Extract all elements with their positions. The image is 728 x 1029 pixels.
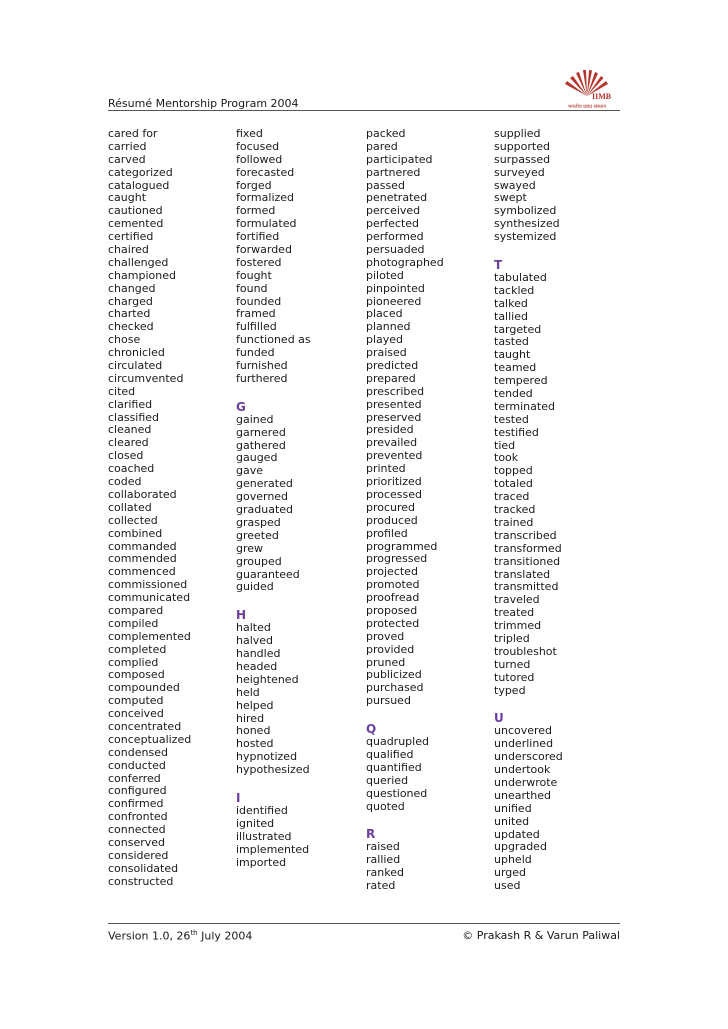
- word-item: prevailed: [366, 436, 418, 450]
- word-item: planned: [366, 320, 411, 334]
- word-item: prioritized: [366, 475, 422, 489]
- word-item: cleared: [108, 436, 149, 450]
- word-item: ignited: [236, 816, 275, 830]
- word-item: underwrote: [494, 775, 558, 789]
- word-item: formulated: [236, 217, 297, 231]
- word-item: processed: [366, 487, 423, 501]
- word-item: undertook: [494, 763, 551, 777]
- word-item: testified: [494, 425, 539, 439]
- word-item: conserved: [108, 835, 166, 849]
- word-item: coded: [108, 475, 142, 489]
- word-item: persuaded: [366, 243, 425, 257]
- word-item: produced: [366, 513, 418, 527]
- word-item: hypothesized: [236, 763, 310, 777]
- word-item: chronicled: [108, 346, 165, 360]
- word-item: charted: [108, 307, 151, 321]
- word-item: collaborated: [108, 487, 177, 501]
- section-gap: [494, 244, 624, 254]
- word-item: prepared: [366, 371, 416, 385]
- word-item: unified: [494, 801, 532, 815]
- word-item: championed: [108, 268, 176, 282]
- word-item: turned: [494, 657, 531, 671]
- word-item: configured: [108, 784, 167, 798]
- word-item: upheld: [494, 853, 532, 867]
- word-item: systemized: [494, 230, 557, 244]
- word-item: praised: [366, 346, 407, 360]
- word-item: pioneered: [366, 294, 422, 308]
- section-gap: [366, 708, 496, 718]
- word-item: quantified: [366, 760, 422, 774]
- word-item: classified: [108, 410, 160, 424]
- footer-divider: [108, 923, 620, 924]
- word-item: traced: [494, 490, 530, 504]
- word-item: tended: [494, 387, 533, 401]
- word-item: urged: [494, 866, 527, 880]
- word-item: pruned: [366, 655, 406, 669]
- word-item: transcribed: [494, 528, 557, 542]
- word-item: took: [494, 451, 519, 465]
- word-item: teamed: [494, 361, 537, 375]
- letter-heading: T: [494, 258, 503, 273]
- word-item: presented: [366, 397, 422, 411]
- word-item: perceived: [366, 204, 421, 218]
- word-item: confirmed: [108, 797, 164, 811]
- word-item: commissioned: [108, 578, 188, 592]
- word-item: furnished: [236, 359, 288, 373]
- word-item: framed: [236, 307, 276, 321]
- word-item: helped: [236, 698, 274, 712]
- footer-version: [108, 929, 252, 943]
- version-sup: th: [190, 929, 198, 937]
- word-item: circulated: [108, 359, 163, 373]
- word-item: checked: [108, 320, 154, 334]
- word-item: imported: [236, 855, 287, 869]
- word-item: presided: [366, 423, 414, 437]
- word-item: computed: [108, 694, 164, 708]
- word-item: implemented: [236, 842, 310, 856]
- word-item: funded: [236, 346, 275, 360]
- logo-subtext: भारतीय प्रबंध संस्थान: [567, 104, 607, 110]
- word-item: totaled: [494, 477, 533, 491]
- word-item: challenged: [108, 255, 169, 269]
- header-divider: [108, 110, 620, 111]
- word-item: cautioned: [108, 204, 163, 218]
- word-item: quadrupled: [366, 735, 429, 749]
- word-item: played: [366, 333, 404, 347]
- word-item: commended: [108, 552, 177, 566]
- word-item: fortified: [236, 230, 280, 244]
- word-item: targeted: [494, 322, 542, 336]
- word-item: fixed: [236, 127, 263, 140]
- word-item: preserved: [366, 410, 422, 424]
- logo-text: IIMB: [592, 92, 612, 101]
- word-item: gauged: [236, 451, 278, 465]
- word-item: furthered: [236, 371, 288, 385]
- word-item: consolidated: [108, 861, 179, 875]
- word-item: communicated: [108, 591, 191, 605]
- word-item: printed: [366, 462, 406, 476]
- iimb-logo: [556, 66, 618, 110]
- word-item: surpassed: [494, 152, 551, 166]
- word-item: fostered: [236, 255, 282, 269]
- footer-copyright: © Prakash R & Varun Paliwal: [462, 929, 620, 942]
- word-item: swayed: [494, 178, 536, 192]
- word-column-3: [366, 128, 496, 893]
- word-item: collated: [108, 500, 152, 514]
- word-item: queried: [366, 773, 409, 787]
- word-item: coached: [108, 462, 155, 476]
- word-item: protected: [366, 616, 420, 630]
- word-item: taught: [494, 348, 531, 362]
- word-item: categorized: [108, 165, 173, 179]
- word-item: troubleshot: [494, 644, 557, 658]
- word-item: composed: [108, 668, 165, 682]
- version-prefix: Version 1.0, 26: [108, 929, 191, 943]
- word-item: focused: [236, 139, 280, 153]
- word-item: carved: [108, 152, 146, 166]
- word-item: talked: [494, 296, 528, 310]
- word-item: hired: [236, 711, 265, 725]
- word-item: united: [494, 814, 530, 828]
- word-item: hosted: [236, 737, 274, 751]
- word-item: carried: [108, 139, 147, 153]
- word-item: combined: [108, 526, 163, 540]
- word-item: forecasted: [236, 165, 295, 179]
- word-item: rallied: [366, 853, 401, 867]
- word-item: charged: [108, 294, 153, 308]
- section-gap: [236, 777, 366, 787]
- word-item: conducted: [108, 758, 166, 772]
- word-item: publicized: [366, 668, 422, 682]
- word-column-1: [108, 128, 238, 889]
- word-item: halved: [236, 634, 274, 648]
- word-item: honed: [236, 724, 271, 738]
- word-item: caught: [108, 191, 147, 205]
- word-item: concentrated: [108, 719, 182, 733]
- section-gap: [366, 813, 496, 823]
- word-item: forwarded: [236, 243, 292, 257]
- word-item: graduated: [236, 503, 294, 517]
- word-item: catalogued: [108, 178, 170, 192]
- word-item: prescribed: [366, 384, 425, 398]
- word-item: underscored: [494, 750, 563, 764]
- word-item: passed: [366, 178, 405, 192]
- word-item: performed: [366, 230, 424, 244]
- word-item: raised: [366, 840, 400, 854]
- section-gap: [494, 697, 624, 707]
- word-item: typed: [494, 683, 526, 697]
- letter-heading: H: [236, 608, 247, 623]
- word-item: proposed: [366, 603, 418, 617]
- word-item: formed: [236, 204, 276, 218]
- word-item: translated: [494, 567, 551, 581]
- letter-heading: I: [236, 790, 241, 805]
- word-item: garnered: [236, 425, 286, 439]
- word-item: tested: [494, 412, 529, 426]
- word-item: condensed: [108, 745, 168, 759]
- word-item: procured: [366, 500, 416, 514]
- word-item: participated: [366, 152, 433, 166]
- word-item: governed: [236, 490, 289, 504]
- word-item: tripled: [494, 631, 530, 645]
- word-item: pared: [366, 139, 398, 153]
- word-item: predicted: [366, 359, 419, 373]
- letter-heading: Q: [366, 722, 377, 737]
- word-item: proved: [366, 629, 405, 643]
- word-item: collected: [108, 513, 158, 527]
- header-title: Résumé Mentorship Program 2004: [108, 97, 299, 110]
- version-suffix: July 2004: [197, 929, 253, 943]
- word-item: headed: [236, 659, 278, 673]
- word-item: followed: [236, 152, 283, 166]
- word-item: functioned as: [236, 333, 311, 347]
- word-item: tabulated: [494, 271, 547, 285]
- word-item: gave: [236, 464, 264, 478]
- word-item: guaranteed: [236, 567, 300, 581]
- section-gap: [236, 386, 366, 396]
- word-item: cemented: [108, 217, 164, 231]
- word-item: changed: [108, 281, 156, 295]
- word-item: grouped: [236, 554, 282, 568]
- word-item: cleaned: [108, 423, 152, 437]
- word-item: compounded: [108, 681, 180, 695]
- word-item: underlined: [494, 737, 554, 751]
- word-item: certified: [108, 230, 154, 244]
- word-item: compiled: [108, 616, 159, 630]
- word-item: symbolized: [494, 204, 557, 218]
- word-item: closed: [108, 449, 144, 463]
- word-item: transmitted: [494, 580, 559, 594]
- word-item: greeted: [236, 528, 279, 542]
- word-item: tracked: [494, 503, 536, 517]
- word-item: fought: [236, 268, 272, 282]
- word-item: piloted: [366, 268, 404, 282]
- word-item: confronted: [108, 810, 168, 824]
- word-item: transformed: [494, 541, 562, 555]
- letter-heading: R: [366, 827, 376, 842]
- word-item: grew: [236, 541, 264, 555]
- word-item: pursued: [366, 694, 411, 708]
- word-item: updated: [494, 827, 540, 841]
- word-item: illustrated: [236, 829, 292, 843]
- word-item: rated: [366, 879, 396, 893]
- word-item: projected: [366, 565, 418, 579]
- word-item: unearthed: [494, 788, 552, 802]
- word-item: perfected: [366, 217, 420, 231]
- word-item: tempered: [494, 374, 548, 388]
- word-item: generated: [236, 477, 293, 491]
- word-item: tallied: [494, 309, 528, 323]
- word-item: transitioned: [494, 554, 561, 568]
- word-item: conceived: [108, 707, 164, 721]
- word-item: gathered: [236, 438, 286, 452]
- word-item: programmed: [366, 539, 438, 553]
- word-item: used: [494, 879, 521, 893]
- word-item: tutored: [494, 670, 535, 684]
- word-item: tasted: [494, 335, 529, 349]
- word-item: provided: [366, 642, 415, 656]
- word-item: placed: [366, 307, 403, 321]
- word-item: constructed: [108, 874, 174, 888]
- word-item: chaired: [108, 243, 149, 257]
- word-item: prevented: [366, 449, 423, 463]
- word-item: commenced: [108, 565, 176, 579]
- word-item: uncovered: [494, 724, 553, 738]
- word-item: held: [236, 685, 260, 699]
- word-item: supplied: [494, 127, 541, 140]
- word-item: trimmed: [494, 619, 542, 633]
- word-item: cited: [108, 384, 136, 398]
- word-item: pinpointed: [366, 281, 425, 295]
- word-item: founded: [236, 294, 282, 308]
- word-item: identified: [236, 803, 288, 817]
- word-item: found: [236, 281, 268, 295]
- word-item: partnered: [366, 165, 421, 179]
- word-item: packed: [366, 127, 406, 140]
- word-item: conceptualized: [108, 732, 192, 746]
- word-item: topped: [494, 464, 533, 478]
- word-item: traveled: [494, 593, 540, 607]
- section-gap: [236, 594, 366, 604]
- word-item: handled: [236, 647, 281, 661]
- word-item: commanded: [108, 539, 177, 553]
- word-item: supported: [494, 139, 550, 153]
- word-item: complemented: [108, 629, 191, 643]
- word-item: complied: [108, 655, 159, 669]
- word-item: profiled: [366, 526, 408, 540]
- word-item: conferred: [108, 771, 161, 785]
- word-item: progressed: [366, 552, 428, 566]
- word-column-2: [236, 128, 366, 869]
- word-item: penetrated: [366, 191, 428, 205]
- word-item: surveyed: [494, 165, 545, 179]
- word-item: swept: [494, 191, 527, 205]
- word-item: tied: [494, 438, 516, 452]
- word-item: quoted: [366, 799, 405, 813]
- word-item: cared for: [108, 127, 158, 140]
- word-item: upgraded: [494, 840, 547, 854]
- word-item: terminated: [494, 399, 555, 413]
- word-item: questioned: [366, 786, 428, 800]
- word-item: purchased: [366, 681, 424, 695]
- word-item: considered: [108, 848, 169, 862]
- word-column-4: [494, 128, 624, 893]
- word-item: treated: [494, 606, 535, 620]
- word-item: synthesized: [494, 217, 560, 231]
- word-item: connected: [108, 823, 166, 837]
- word-item: grasped: [236, 515, 281, 529]
- letter-heading: U: [494, 711, 504, 726]
- word-item: forged: [236, 178, 272, 192]
- word-item: compared: [108, 603, 164, 617]
- word-item: ranked: [366, 866, 404, 880]
- word-item: tackled: [494, 283, 535, 297]
- word-item: heightened: [236, 672, 299, 686]
- letter-heading: G: [236, 399, 246, 414]
- word-item: completed: [108, 642, 167, 656]
- word-item: guided: [236, 580, 274, 594]
- word-item: proofread: [366, 591, 420, 605]
- word-item: trained: [494, 515, 534, 529]
- word-item: gained: [236, 412, 274, 426]
- word-item: fulfilled: [236, 320, 277, 334]
- word-item: formalized: [236, 191, 295, 205]
- word-item: clarified: [108, 397, 153, 411]
- word-item: qualified: [366, 747, 414, 761]
- word-item: photographed: [366, 255, 444, 269]
- word-item: chose: [108, 333, 141, 347]
- word-item: halted: [236, 621, 271, 635]
- word-item: circumvented: [108, 371, 184, 385]
- word-item: hypnotized: [236, 750, 298, 764]
- word-item: promoted: [366, 578, 420, 592]
